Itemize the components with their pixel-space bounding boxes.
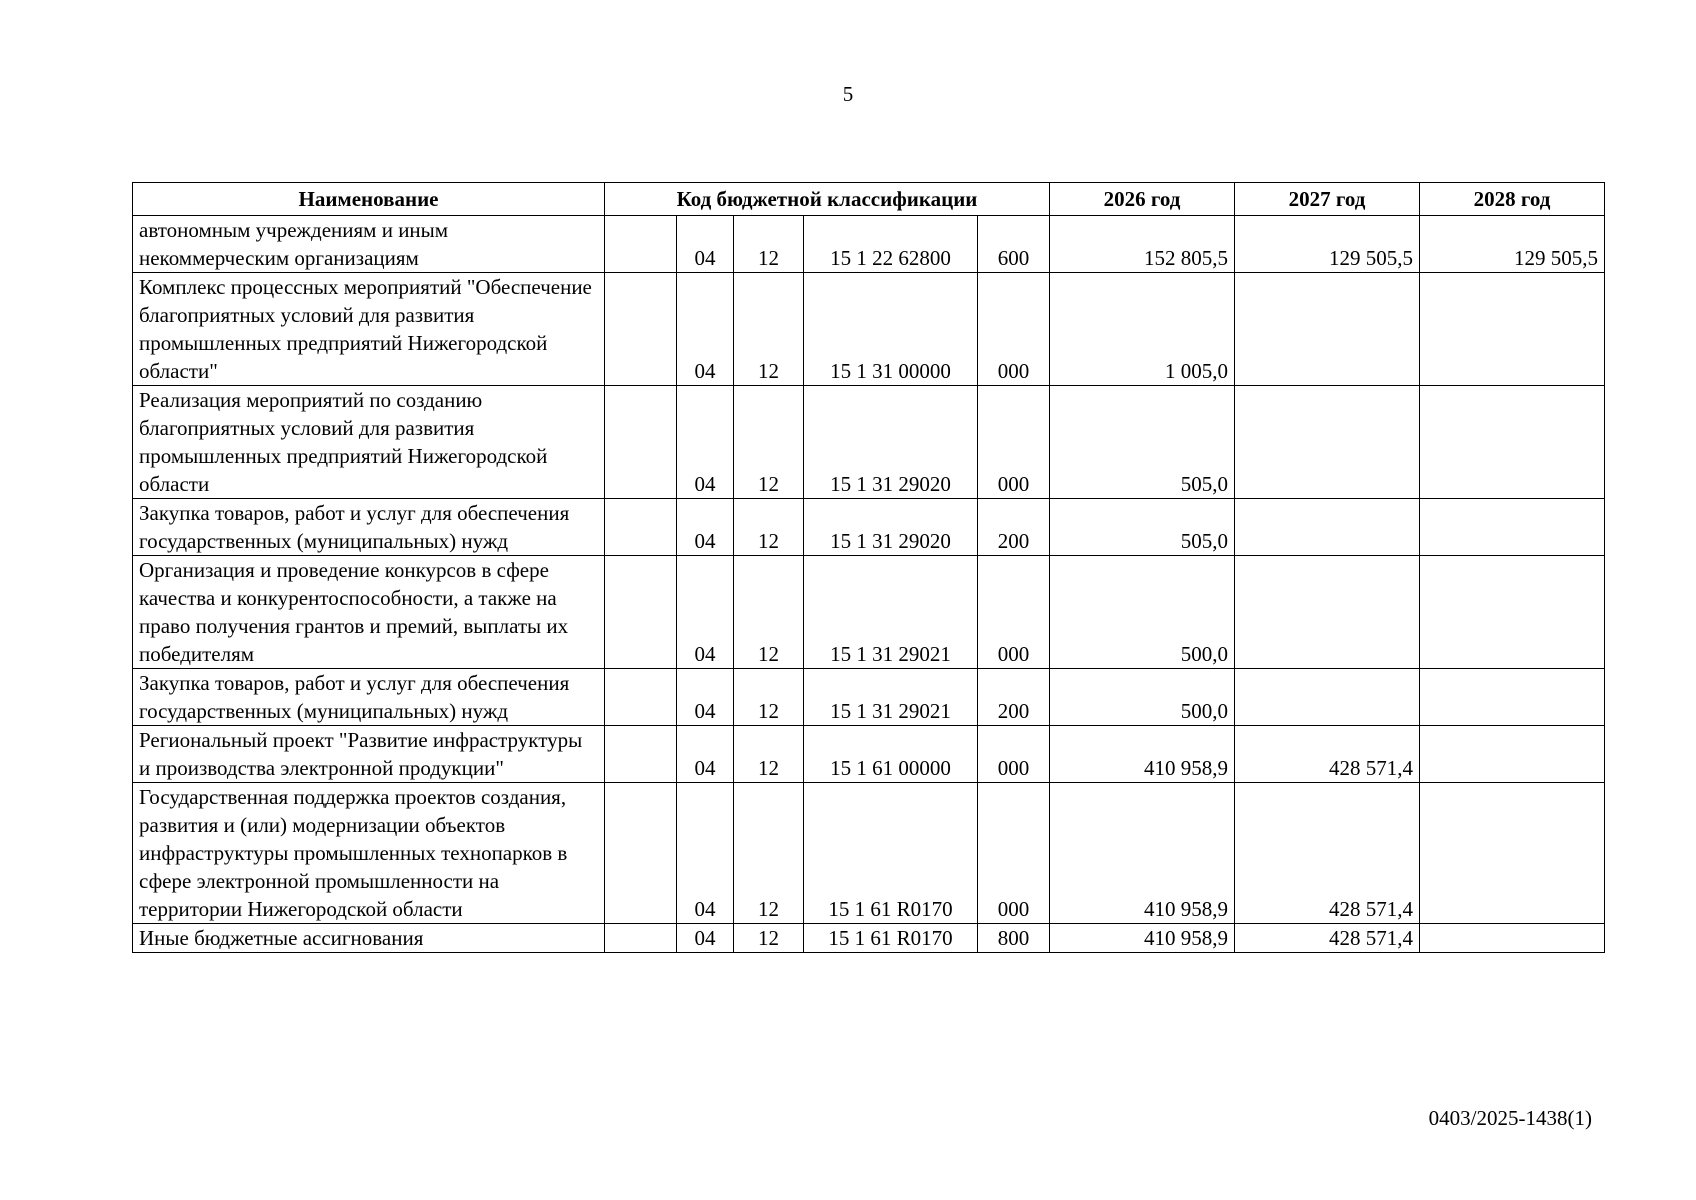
table-row [133, 273, 1605, 386]
value-2026: 1 005,0 [1050, 273, 1235, 386]
code-expense-type: 200 [978, 499, 1050, 556]
code-expense-type: 800 [978, 924, 1050, 953]
code-section-blank [605, 273, 677, 386]
value-2026: 410 958,9 [1050, 924, 1235, 953]
code-section: 04 [677, 386, 734, 499]
code-target-article: 15 1 31 29021 [804, 556, 978, 669]
code-section-blank [605, 216, 677, 273]
row-name: Иные бюджетные ассигнования [133, 924, 605, 953]
table-body [133, 216, 1605, 953]
code-section-blank [605, 726, 677, 783]
code-section: 04 [677, 924, 734, 953]
table-row [133, 499, 1605, 556]
value-2028 [1420, 273, 1605, 386]
value-2027 [1235, 386, 1420, 499]
code-target-article: 15 1 31 29021 [804, 669, 978, 726]
code-section-blank [605, 499, 677, 556]
code-subsection: 12 [734, 386, 804, 499]
code-subsection: 12 [734, 499, 804, 556]
row-name: Реализация мероприятий по созданию благоприятных условий для развития промышленных предприятий Нижегородской области [133, 386, 605, 499]
table-row [133, 669, 1605, 726]
value-2026: 500,0 [1050, 556, 1235, 669]
header-2026: 2026 год [1050, 183, 1235, 216]
code-section: 04 [677, 726, 734, 783]
code-subsection: 12 [734, 216, 804, 273]
code-target-article: 15 1 61 00000 [804, 726, 978, 783]
code-subsection: 12 [734, 726, 804, 783]
code-target-article: 15 1 31 00000 [804, 273, 978, 386]
row-name: Государственная поддержка проектов создания, развития и (или) модернизации объектов инфраструктуры промышленных технопарков в сфере электронной промышленности на территории Нижегородской области [133, 783, 605, 924]
code-subsection: 12 [734, 783, 804, 924]
code-target-article: 15 1 61 R0170 [804, 924, 978, 953]
code-expense-type: 600 [978, 216, 1050, 273]
page-number: 5 [842, 82, 854, 106]
code-section: 04 [677, 216, 734, 273]
value-2028 [1420, 669, 1605, 726]
code-subsection: 12 [734, 273, 804, 386]
code-section: 04 [677, 273, 734, 386]
value-2026: 505,0 [1050, 499, 1235, 556]
code-section-blank [605, 556, 677, 669]
header-name: Наименование [133, 183, 605, 216]
code-section-blank [605, 783, 677, 924]
code-section-blank [605, 924, 677, 953]
code-section: 04 [677, 499, 734, 556]
table-row [133, 216, 1605, 273]
row-name: Закупка товаров, работ и услуг для обеспечения государственных (муниципальных) нужд [133, 499, 605, 556]
code-expense-type: 200 [978, 669, 1050, 726]
value-2027: 428 571,4 [1235, 783, 1420, 924]
value-2027: 129 505,5 [1235, 216, 1420, 273]
code-section-blank [605, 669, 677, 726]
value-2027 [1235, 273, 1420, 386]
code-section: 04 [677, 783, 734, 924]
code-section: 04 [677, 669, 734, 726]
row-name: Организация и проведение конкурсов в сфере качества и конкурентоспособности, а также на право получения грантов и премий, выплаты их победителям [133, 556, 605, 669]
code-section: 04 [677, 556, 734, 669]
table-row [133, 924, 1605, 953]
code-expense-type: 000 [978, 726, 1050, 783]
header-2027: 2027 год [1235, 183, 1420, 216]
value-2028 [1420, 556, 1605, 669]
value-2026: 152 805,5 [1050, 216, 1235, 273]
code-subsection: 12 [734, 924, 804, 953]
code-expense-type: 000 [978, 783, 1050, 924]
table-row [133, 783, 1605, 924]
value-2028 [1420, 924, 1605, 953]
value-2027: 428 571,4 [1235, 726, 1420, 783]
code-target-article: 15 1 22 62800 [804, 216, 978, 273]
code-expense-type: 000 [978, 556, 1050, 669]
header-2028: 2028 год [1420, 183, 1605, 216]
value-2028: 129 505,5 [1420, 216, 1605, 273]
value-2028 [1420, 386, 1605, 499]
code-target-article: 15 1 31 29020 [804, 499, 978, 556]
code-expense-type: 000 [978, 273, 1050, 386]
row-name: Региональный проект "Развитие инфраструктуры и производства электронной продукции" [133, 726, 605, 783]
row-name: Закупка товаров, работ и услуг для обеспечения государственных (муниципальных) нужд [133, 669, 605, 726]
code-subsection: 12 [734, 669, 804, 726]
budget-table [132, 182, 1605, 953]
code-section-blank [605, 386, 677, 499]
value-2026: 410 958,9 [1050, 726, 1235, 783]
value-2027: 428 571,4 [1235, 924, 1420, 953]
value-2026: 500,0 [1050, 669, 1235, 726]
value-2026: 505,0 [1050, 386, 1235, 499]
code-target-article: 15 1 31 29020 [804, 386, 978, 499]
code-expense-type: 000 [978, 386, 1050, 499]
value-2028 [1420, 783, 1605, 924]
table-row [133, 556, 1605, 669]
value-2027 [1235, 669, 1420, 726]
code-subsection: 12 [734, 556, 804, 669]
header-budget-code: Код бюджетной классификации [605, 183, 1050, 216]
value-2028 [1420, 499, 1605, 556]
row-name: Комплекс процессных мероприятий "Обеспечение благоприятных условий для развития промышленных предприятий Нижегородской области" [133, 273, 605, 386]
table-row [133, 726, 1605, 783]
table-row [133, 386, 1605, 499]
value-2027 [1235, 556, 1420, 669]
document-id: 0403/2025-1438(1) [1428, 1106, 1592, 1130]
row-name: автономным учреждениям и иным некоммерческим организациям [133, 216, 605, 273]
value-2027 [1235, 499, 1420, 556]
value-2028 [1420, 726, 1605, 783]
value-2026: 410 958,9 [1050, 783, 1235, 924]
table-header-row [133, 183, 1605, 216]
code-target-article: 15 1 61 R0170 [804, 783, 978, 924]
